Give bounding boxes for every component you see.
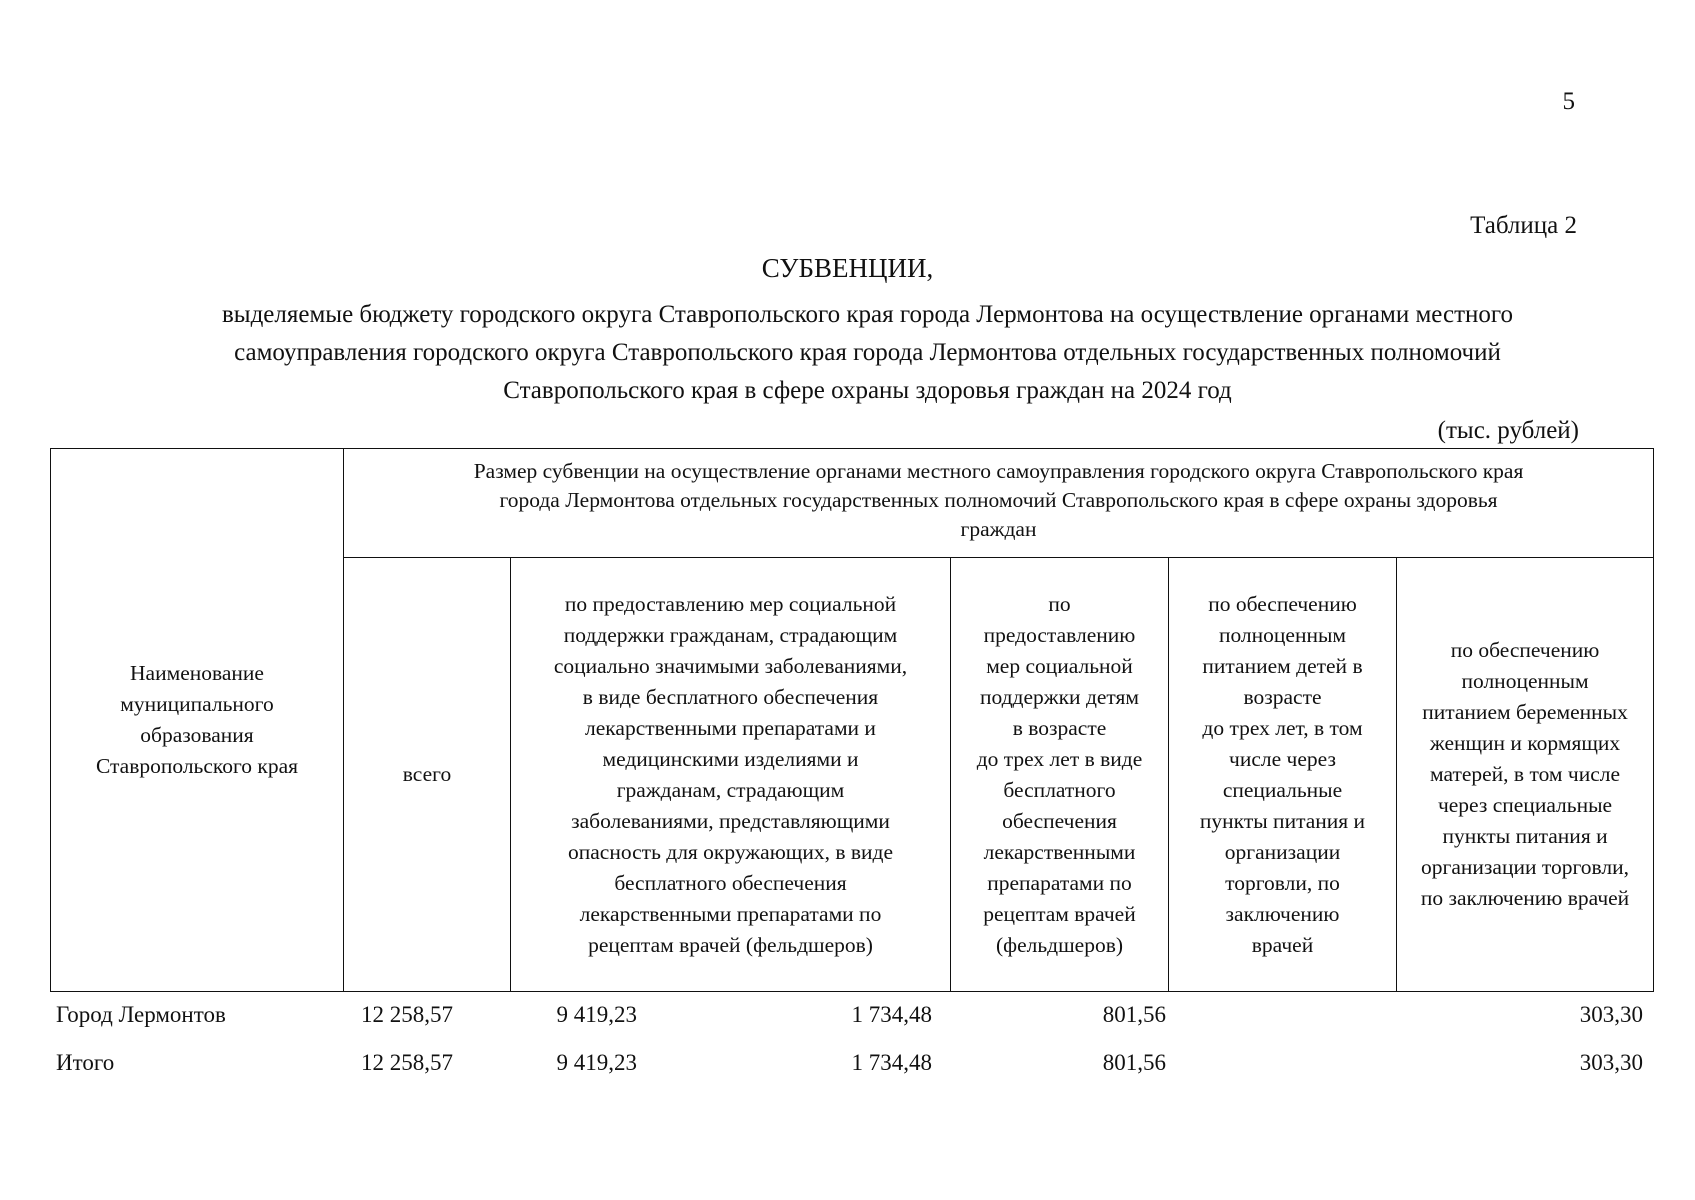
table-row xyxy=(50,992,1653,1040)
header-line: лекарственными xyxy=(983,839,1136,864)
header-line: пункты питания и xyxy=(1199,808,1366,833)
page-number: 5 xyxy=(1562,88,1575,115)
municipality-name: Город Лермонтов xyxy=(56,1002,226,1027)
mothers-nutrition-value: 303,30 xyxy=(1579,1050,1643,1075)
header-line: лекарственными препаратами по xyxy=(579,901,882,926)
header-line: препаратами по xyxy=(987,870,1132,895)
social-support-value: 9 419,23 xyxy=(556,1002,637,1027)
header-line: социально значимыми заболеваниями, xyxy=(553,653,908,678)
header-line: по обеспечению xyxy=(1450,638,1600,662)
children-medicine-header-cell xyxy=(951,558,1169,992)
header-line: по предоставлению мер социальной xyxy=(564,591,897,616)
subsidy-group-header-cell xyxy=(344,449,1654,558)
header-line: Наименование xyxy=(130,661,264,685)
header-line: города Лермонтова отдельных государственных полномочий Ставропольского края в сфере охраны здоровья xyxy=(499,488,1498,512)
header-line: рецептам врачей xyxy=(983,901,1136,926)
header-line: предоставлению xyxy=(983,622,1136,647)
social-support-value: 9 419,23 xyxy=(556,1050,637,1075)
children-medicine-value: 1 734,48 xyxy=(851,1002,932,1027)
table-number: Таблица 2 xyxy=(1470,212,1577,239)
children-medicine-value: 1 734,48 xyxy=(851,1050,932,1075)
municipality-header-cell xyxy=(51,449,344,992)
header-line: врачей xyxy=(1251,932,1314,957)
header-line: через специальные xyxy=(1437,793,1613,817)
header-line: по заключению врачей xyxy=(1420,886,1630,910)
header-line: по обеспечению xyxy=(1208,591,1357,616)
header-line: пункты питания и xyxy=(1442,824,1608,848)
mothers-nutrition-header-cell xyxy=(1397,558,1654,992)
subtitle-line: Ставропольского края в сфере охраны здоровья граждан на 2024 год xyxy=(503,377,1232,404)
subtitle-line: самоуправления городского округа Ставропольского края города Лермонтова отдельных государственных полномочий xyxy=(234,339,1501,366)
table-row xyxy=(50,1040,1653,1088)
header-line: полноценным xyxy=(1461,669,1589,693)
header-line: опасность для окружающих, в виде xyxy=(568,839,893,864)
table-body xyxy=(50,992,1653,1088)
children-nutrition-header-cell xyxy=(1169,558,1397,992)
document-subtitle xyxy=(75,296,1660,410)
header-line: торговли, по xyxy=(1225,870,1340,895)
total-row-label: Итого xyxy=(56,1050,115,1075)
header-line: женщин и кормящих xyxy=(1429,731,1621,755)
header-line: возрасте xyxy=(1243,684,1322,709)
header-line: поддержки гражданам, страдающим xyxy=(563,622,898,647)
header-line: заболеваниями, представляющими xyxy=(571,808,890,833)
header-line: образования xyxy=(140,723,254,747)
mothers-nutrition-value: 303,30 xyxy=(1579,1002,1643,1027)
social-support-header-cell xyxy=(511,558,951,992)
header-line: обеспечения xyxy=(1002,808,1117,833)
header-line: до трех лет в виде xyxy=(976,746,1143,771)
subtitle-line: выделяемые бюджету городского округа Ставропольского края города Лермонтова на осуществление органами местного xyxy=(221,301,1514,328)
header-line: полноценным xyxy=(1218,622,1347,647)
header-line: лекарственными препаратами и xyxy=(585,715,876,740)
header-line: медицинскими изделиями и xyxy=(602,746,859,771)
total-header-cell xyxy=(344,558,511,992)
header-line: мер социальной xyxy=(986,653,1133,678)
header-line: в возрасте xyxy=(1012,715,1107,740)
total-value: 12 258,57 xyxy=(361,1002,453,1027)
header-line: Размер субвенции на осуществление органами местного самоуправления городского округа Ставропольского края xyxy=(473,459,1524,483)
header-line: граждан xyxy=(960,517,1037,541)
header-line: числе через xyxy=(1229,746,1336,771)
header-line: питанием детей в xyxy=(1202,653,1363,678)
header-line: (фельдшеров) xyxy=(995,932,1124,957)
children-nutrition-value: 801,56 xyxy=(1102,1002,1166,1027)
header-line: гражданам, страдающим xyxy=(616,777,845,802)
header-line: бесплатного xyxy=(1003,777,1116,802)
header-line: поддержки детям xyxy=(979,684,1140,709)
header-line: рецептам врачей (фельдшеров) xyxy=(588,932,873,957)
header-line: в виде бесплатного обеспечения xyxy=(582,684,879,709)
children-nutrition-value: 801,56 xyxy=(1102,1050,1166,1075)
header-line: заключению xyxy=(1225,901,1340,926)
header-line: по xyxy=(1048,591,1071,616)
subsidies-table xyxy=(50,448,1654,992)
header-line: организации торговли, xyxy=(1421,855,1629,879)
units-label: (тыс. рублей) xyxy=(1437,417,1579,444)
document-title: СУБВЕНЦИИ, xyxy=(761,253,934,283)
header-line: специальные xyxy=(1222,777,1343,802)
header-line: муниципального xyxy=(120,692,274,716)
total-value: 12 258,57 xyxy=(361,1050,453,1075)
header-line: всего xyxy=(402,762,452,786)
header-line: матерей, в том числе xyxy=(1430,762,1621,786)
header-line: бесплатного обеспечения xyxy=(614,870,847,895)
header-line: организации xyxy=(1224,839,1341,864)
header-line: до трех лет, в том xyxy=(1202,715,1363,740)
header-line: Ставропольского края xyxy=(95,754,299,778)
header-line: питанием беременных xyxy=(1422,700,1628,724)
